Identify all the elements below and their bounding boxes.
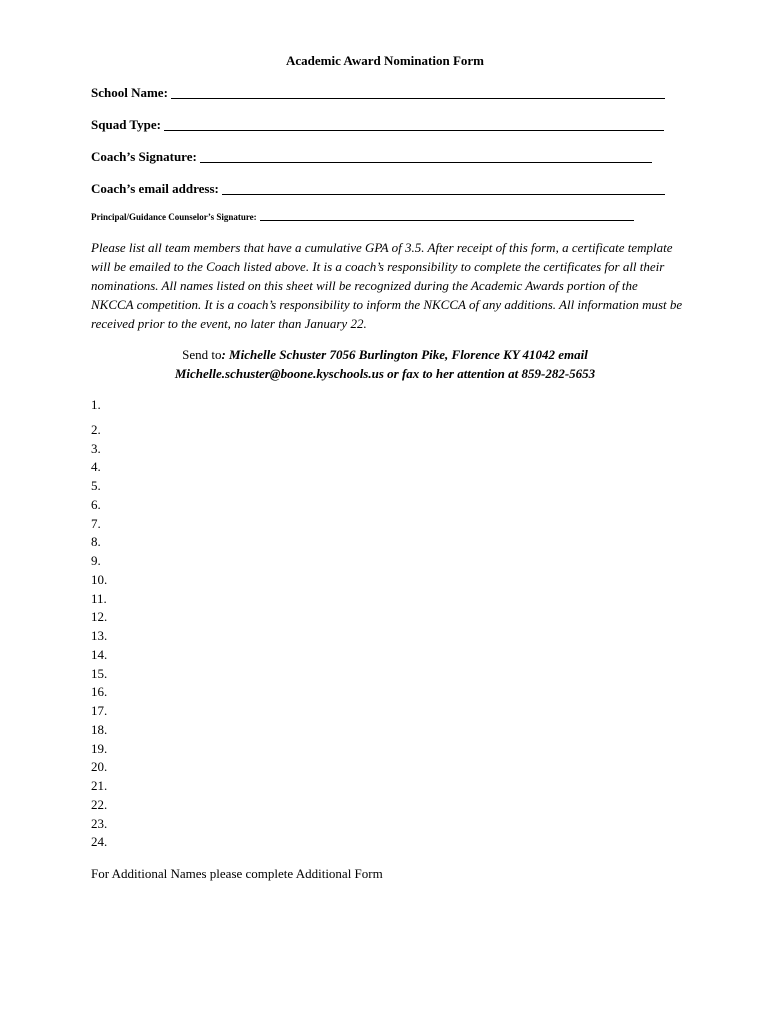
list-item: 21. bbox=[91, 778, 108, 793]
list-item: 15. bbox=[91, 666, 108, 681]
school-name-line[interactable] bbox=[171, 86, 665, 99]
coach-email-line[interactable] bbox=[222, 182, 665, 195]
coach-signature-field[interactable] bbox=[91, 149, 652, 165]
list-item: 18. bbox=[91, 722, 108, 737]
list-item: 23. bbox=[91, 816, 108, 831]
list-item: 13. bbox=[91, 628, 108, 643]
list-item: 7. bbox=[91, 516, 101, 531]
list-item: 11. bbox=[91, 591, 107, 606]
list-item: 17. bbox=[91, 703, 108, 718]
send-to-block bbox=[0, 345, 770, 383]
squad-type-line[interactable] bbox=[164, 118, 664, 131]
list-item: 4. bbox=[91, 459, 101, 474]
principal-signature-line[interactable] bbox=[260, 212, 634, 221]
form-title: Academic Award Nomination Form bbox=[286, 53, 484, 68]
school-name-field[interactable] bbox=[91, 85, 665, 101]
list-item: 14. bbox=[91, 647, 108, 662]
list-item: 22. bbox=[91, 797, 108, 812]
coach-signature-line[interactable] bbox=[200, 150, 652, 163]
list-item: 20. bbox=[91, 759, 108, 774]
principal-signature-field[interactable] bbox=[91, 212, 634, 222]
list-item: 8. bbox=[91, 534, 101, 549]
list-item: 16. bbox=[91, 684, 108, 699]
send-to-prefix: Send to bbox=[182, 347, 222, 362]
send-to-line-1 bbox=[0, 345, 770, 364]
list-item: 2. bbox=[91, 422, 101, 437]
list-item: 24. bbox=[91, 834, 108, 849]
school-name-label: School Name: bbox=[91, 85, 168, 100]
list-item: 12. bbox=[91, 609, 108, 624]
list-item: 3. bbox=[91, 441, 101, 456]
list-item: 9. bbox=[91, 553, 101, 568]
list-item: 1. bbox=[91, 397, 101, 412]
squad-type-field[interactable] bbox=[91, 117, 664, 133]
principal-signature-label: Principal/Guidance Counselor’s Signature: bbox=[91, 212, 257, 222]
list-item: 19. bbox=[91, 741, 108, 756]
coach-email-field[interactable] bbox=[91, 181, 665, 197]
send-to-address: : Michelle Schuster 7056 Burlington Pike, Florence KY 41042 email bbox=[221, 347, 588, 362]
instructions-text: Please list all team members that have a cumulative GPA of 3.5. After receipt of this form, a certificate template will be emailed to the Coach listed above. It is a coach’s responsibility to complete the certificates for all their nominations. All names listed on this sheet will be recognized during the Academic Awards portion of the NKCCA competition. It is a coach’s responsibility to inform the NKCCA of any additions. All information must be received prior to the event, no later than January 22. bbox=[91, 240, 683, 331]
list-item: 5. bbox=[91, 478, 101, 493]
squad-type-label: Squad Type: bbox=[91, 117, 161, 132]
list-item: 10. bbox=[91, 572, 108, 587]
send-to-line-2: Michelle.schuster@boone.kyschools.us or fax to her attention at 859-282-5653 bbox=[174, 366, 596, 381]
coach-signature-label: Coach’s Signature: bbox=[91, 149, 197, 164]
footer-note: For Additional Names please complete Additional Form bbox=[91, 866, 383, 881]
list-item: 6. bbox=[91, 497, 101, 512]
coach-email-label: Coach’s email address: bbox=[91, 181, 219, 196]
